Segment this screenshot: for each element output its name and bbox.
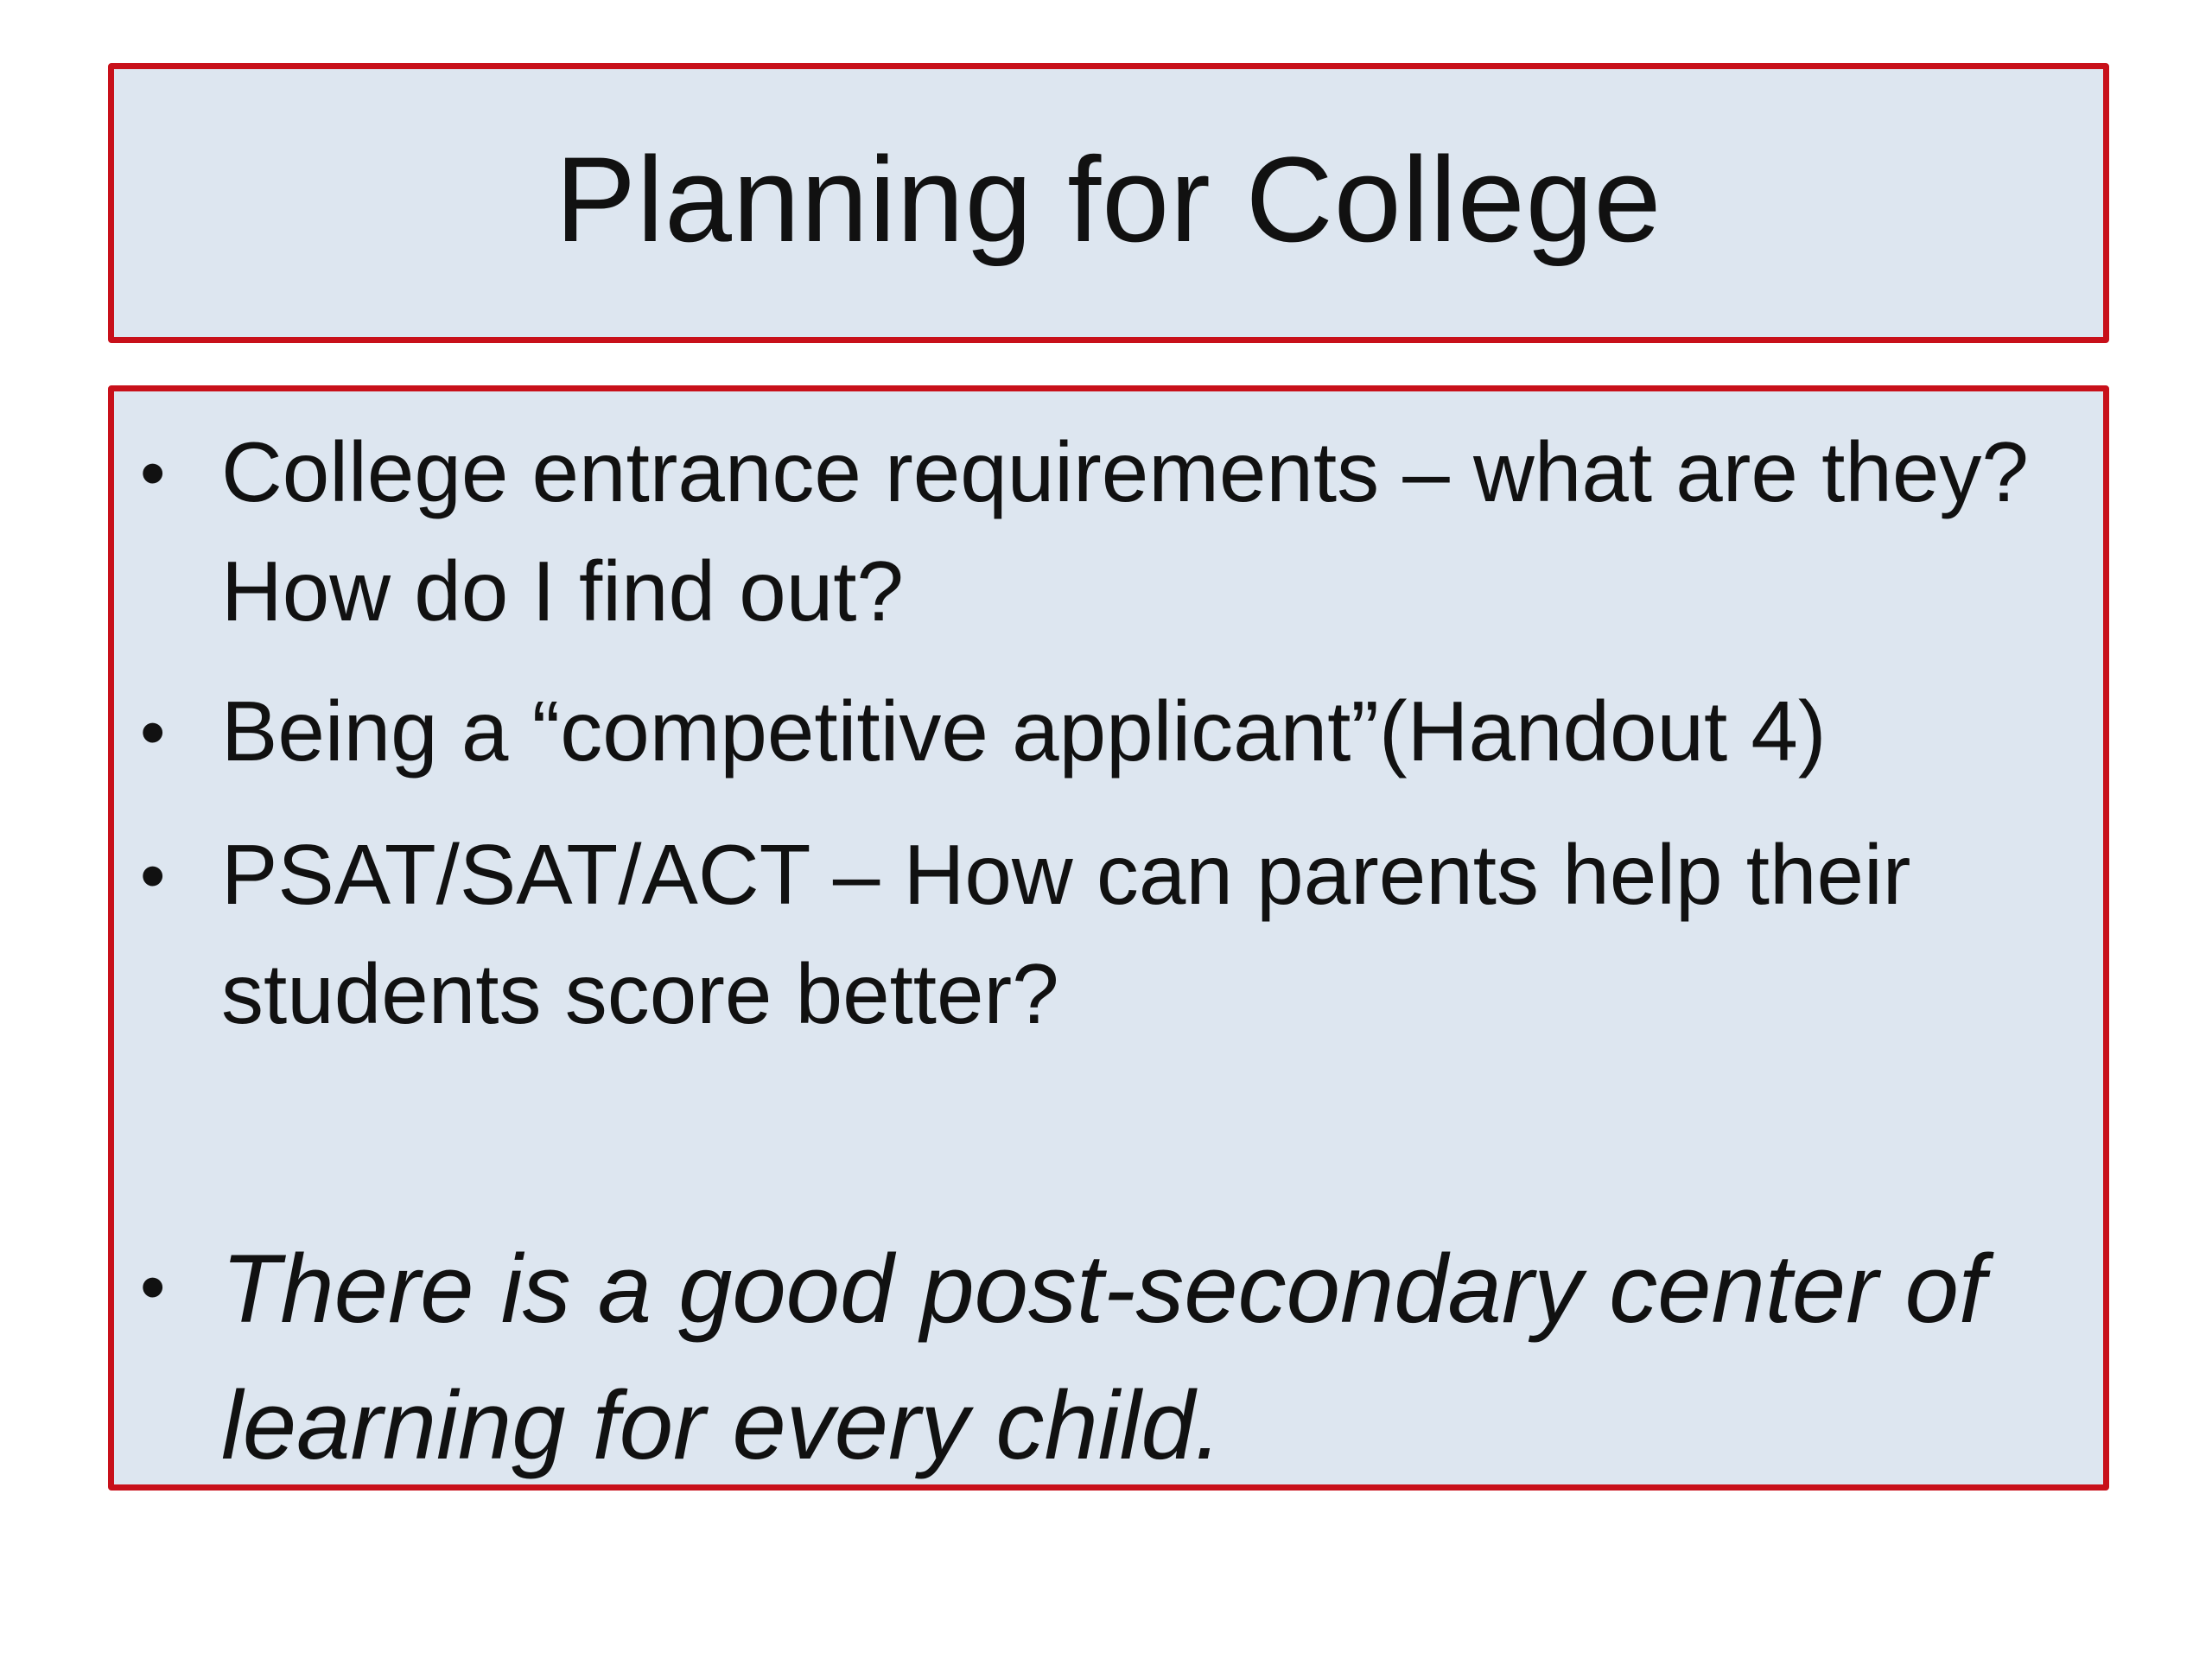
bullet-text: PSAT/SAT/ACT – How can parents help their students score better?: [221, 827, 1911, 1041]
title-box: [108, 63, 2109, 343]
bullet-icon: •: [140, 1246, 166, 1327]
content-box: [108, 385, 2109, 1491]
bullet-icon: •: [140, 432, 166, 513]
bullet-text: Being a “competitive applicant”(Handout 4): [221, 683, 1827, 779]
bullet-icon: •: [140, 835, 166, 916]
bullet-text-italic: There is a good post-secondary center of learning for every child.: [221, 1235, 1986, 1479]
bullet-text: College entrance requirements – what are they? How do I find out?: [221, 424, 2029, 639]
bullet-icon: •: [140, 691, 166, 772]
slide-title: Planning for College: [555, 131, 1662, 267]
